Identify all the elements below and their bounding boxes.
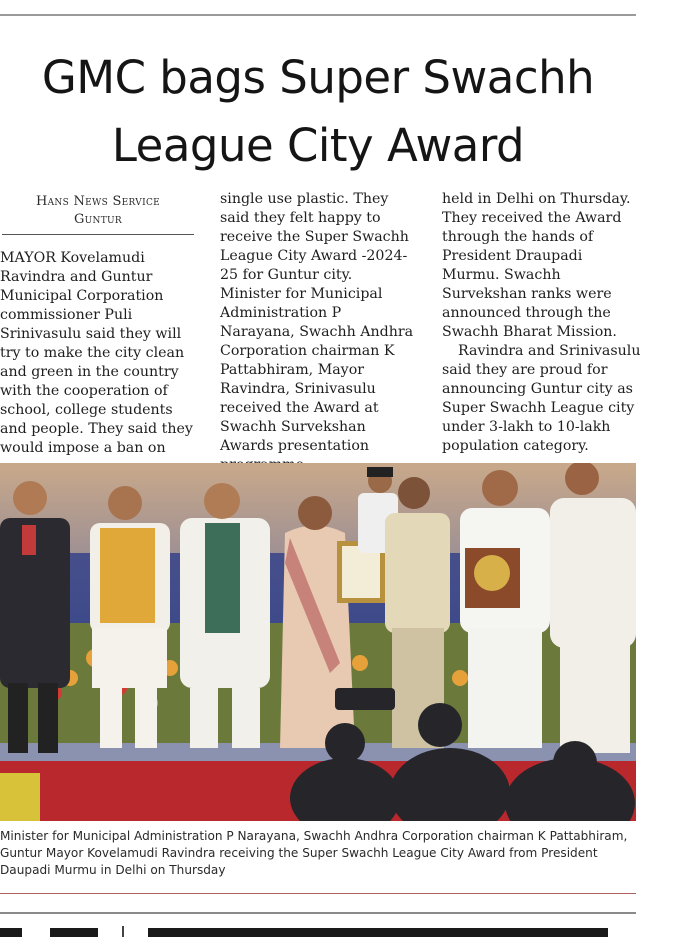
column-2-text: single use plastic. They said they felt happy to receive the Super Swachh League City Award -2024-25 for Guntur city. Minister for Municipal Administration P Narayana, Swachh Andhra Corporation chairman K Pattabhiram, Mayor Ravindra, Srinivasulu received the Award at Swachh Survekshan Awards presentation [220,191,414,454]
caption-rule [0,893,636,894]
bottom-rule [0,912,636,914]
column-1-text: MAYOR Kovelamudi Ravindra and Guntur Municipal Corporation commissioner Puli Srinivasulu said they will try to make the city clean and green in the country with the cooperation of school, college students and people. They said they would impose a ban on [0,250,193,456]
byline-location: Guntur [73,212,122,227]
person-7 [550,463,636,753]
article-headline: GMC bags Super Swachh League City Award [41,51,595,172]
next-article-headline-cropped [0,922,636,937]
column-3-paragraph-2: Ravindra and Srinivasulu said they are proud for announcing Guntur city as Super Swachh League city under 3-lakh to 10-lakh population category. [442,343,641,454]
column-divider [122,926,124,937]
person-6 [460,470,550,748]
article-column-1 [0,193,196,458]
photo-caption: Minister for Municipal Administration P Narayana, Swachh Andhra Corporation chairman K Pattabhiram, Guntur Mayor Kovelamudi Ravindra receiving the Super Swachh League City Award from President Daupadi Murmu in Delhi on Thursday [0,829,628,877]
yellow-flowers-left [0,773,40,821]
award-medal [474,555,510,591]
person-4 [280,496,355,748]
certificate [342,546,380,598]
byline [2,193,194,235]
cropped-glyph-block [50,928,98,937]
byline-agency: Hans News Service [35,194,161,209]
cropped-glyph-block [0,928,22,937]
cropped-glyph-block [148,928,608,937]
article-column-3 [442,190,642,456]
award-ceremony-photo [0,463,636,821]
column-3-paragraph-1: held in Delhi on Thursday. They received the Award through the hands of President Draupadi Murmu. Swachh Survekshan ranks were announced through the Swachh Bharat Mission. [442,191,631,340]
article-column-2 [220,190,416,475]
top-rule [0,14,636,16]
